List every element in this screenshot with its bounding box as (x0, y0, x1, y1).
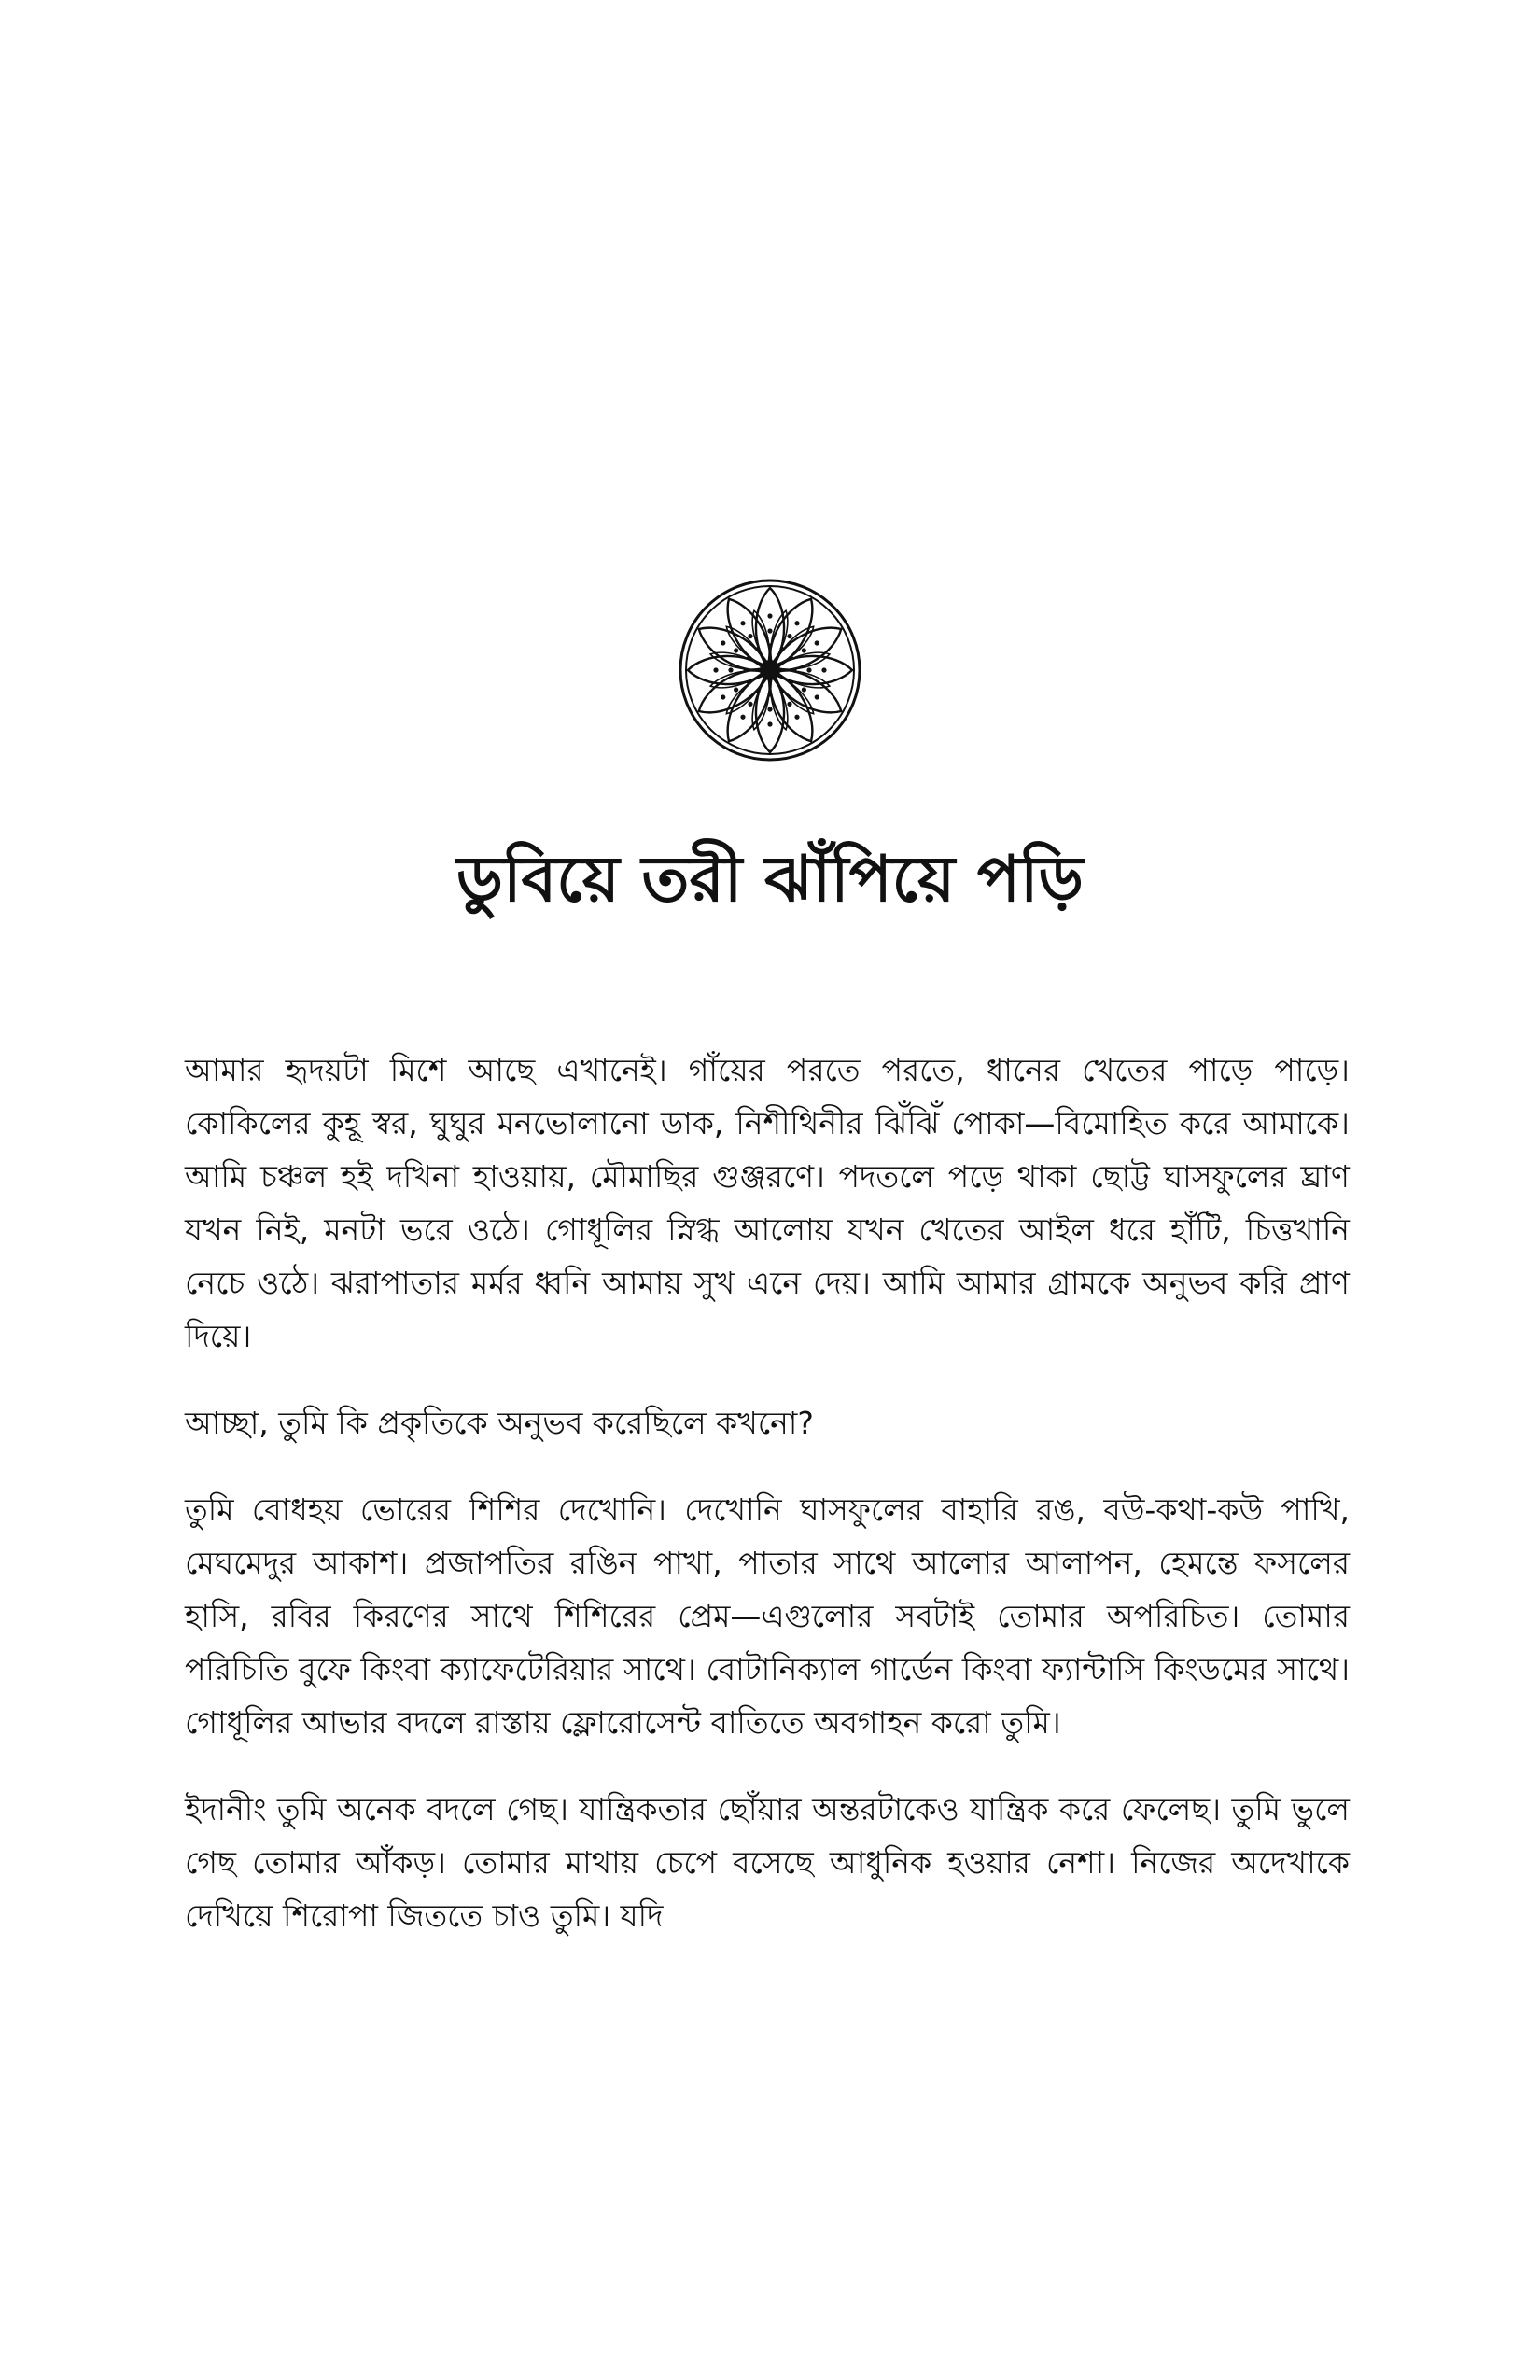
chapter-title: ডুবিয়ে তরী ঝাঁপিয়ে পড়ি (456, 843, 1084, 917)
chapter-body (185, 1043, 1350, 1976)
paragraph-3: তুমি বোধহয় ভোরের শিশির দেখোনি। দেখোনি ঘাসফুলের বাহারি রঙ, বউ-কথা-কউ পাখি, মেঘমেদুর আকাশ। প্রজাপতির রঙিন পাখা, পাতার সাথে আলোর আলাপন, হেমন্তে ফসলের হাসি, রবির কিরণের সাথে শিশিরের প্রেম—এগুলোর সবটাই তোমার অপরিচিত। তোমার পরিচিতি বুফে কিংবা ক্যাফেটেরিয়ার সাথে। বোটানিক্যাল গার্ডেন কিংবা ফ্যান্টাসি কিংডমের সাথে। গোধূলির আভার বদলে রাস্তায় ফ্লোরোসেন্ট বাতিতে অবগাহন করো তুমি। (185, 1491, 1350, 1741)
paragraph-2: আচ্ছা, তুমি কি প্রকৃতিকে অনুভব করেছিলে কখনো? (185, 1405, 814, 1441)
paragraph-4: ইদানীং তুমি অনেক বদলে গেছ। যান্ত্রিকতার ছোঁয়ার অন্তরটাকেও যান্ত্রিক করে ফেলেছ। তুমি ভুলে গেছ তোমার আঁকড়। তোমার মাথায় চেপে বসেছে আধুনিক হওয়ার নেশা। নিজের অদেখাকে দেখিয়ে শিরোপা জিততে চাও তুমি। যদি (185, 1791, 1350, 1934)
mandala-ornament-icon (677, 577, 863, 763)
paragraph-1: আমার হৃদয়টা মিশে আছে এখানেই। গাঁয়ের পরতে পরতে, ধানের খেতের পাড়ে পাড়ে। কোকিলের কুহূ স্বর, ঘুঘুর মনভোলানো ডাক, নিশীথিনীর ঝিঁঝিঁ পোকা—বিমোহিত করে আমাকে। আমি চঞ্চল হই দখিনা হাওয়ায়, মৌমাছির গুঞ্জরণে। পদতলে পড়ে থাকা ছোট্ট ঘাসফুলের ঘ্রাণ যখন নিই, মনটা ভরে ওঠে। গোধূলির স্নিগ্ধ আলোয় যখন খেতের আইল ধরে হাঁটি, চিত্তখানি নেচে ওঠে। ঝরাপাতার মর্মর ধ্বনি আমায় সুখ এনে দেয়। আমি আমার গ্রামকে অনুভব করি প্রাণ দিয়ে। (185, 1052, 1350, 1354)
